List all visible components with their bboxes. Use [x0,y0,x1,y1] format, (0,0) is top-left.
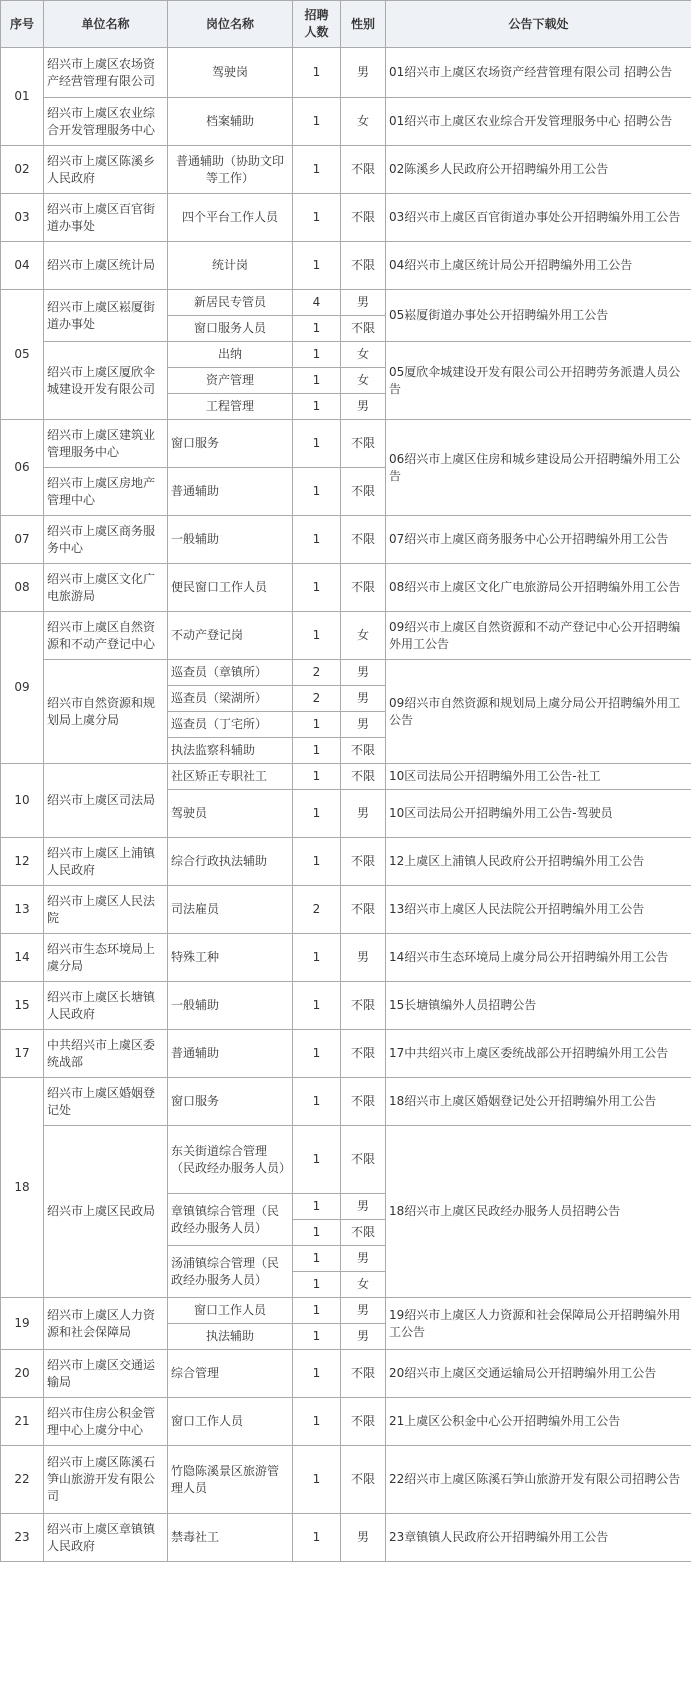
gender-cell: 不限 [341,886,386,934]
post-cell: 社区矫正专职社工 [168,764,293,790]
seq-cell: 07 [1,516,44,564]
notice-link[interactable]: 19绍兴市上虞区人力资源和社会保障局公开招聘编外用工公告 [386,1298,691,1350]
gender-cell: 男 [341,934,386,982]
post-cell: 禁毒社工 [168,1514,293,1562]
notice-link[interactable]: 08绍兴市上虞区文化广电旅游局公开招聘编外用工公告 [386,564,691,612]
seq-cell: 10 [1,764,44,838]
count-cell: 1 [293,934,341,982]
table-row [1,934,691,982]
unit-cell: 绍兴市上虞区长塘镇人民政府 [44,982,168,1030]
gender-cell: 不限 [341,738,386,764]
table-row [1,660,691,686]
count-cell: 1 [293,1324,341,1350]
gender-cell: 男 [341,1298,386,1324]
post-cell: 便民窗口工作人员 [168,564,293,612]
table-row [1,1298,691,1324]
notice-link[interactable]: 22绍兴市上虞区陈溪石笋山旅游开发有限公司招聘公告 [386,1446,691,1514]
count-cell: 1 [293,1514,341,1562]
notice-link[interactable]: 06绍兴市上虞区住房和城乡建设局公开招聘编外用工公告 [386,420,691,516]
post-cell: 一般辅助 [168,982,293,1030]
seq-cell: 13 [1,886,44,934]
gender-cell: 男 [341,1514,386,1562]
count-cell: 1 [293,1126,341,1194]
gender-cell: 男 [341,394,386,420]
unit-cell: 绍兴市上虞区人力资源和社会保障局 [44,1298,168,1350]
header-seq: 序号 [1,1,44,48]
count-cell: 1 [293,98,341,146]
post-cell: 竹隐陈溪景区旅游管理人员 [168,1446,293,1514]
table-row [1,48,691,98]
seq-cell: 21 [1,1398,44,1446]
gender-cell: 男 [341,790,386,838]
header-row [1,1,691,48]
table-row [1,1350,691,1398]
gender-cell: 不限 [341,838,386,886]
unit-cell: 绍兴市上虞区交通运输局 [44,1350,168,1398]
post-cell: 巡查员（梁湖所） [168,686,293,712]
table-row [1,764,691,790]
gender-cell: 女 [341,1272,386,1298]
count-cell: 1 [293,194,341,242]
count-cell: 1 [293,394,341,420]
count-cell: 1 [293,1446,341,1514]
unit-cell: 绍兴市上虞区陈溪石笋山旅游开发有限公司 [44,1446,168,1514]
unit-cell: 绍兴市上虞区章镇镇人民政府 [44,1514,168,1562]
count-cell: 1 [293,764,341,790]
notice-link[interactable]: 05崧厦街道办事处公开招聘编外用工公告 [386,290,691,342]
unit-cell: 绍兴市上虞区百官街道办事处 [44,194,168,242]
seq-cell: 14 [1,934,44,982]
notice-link[interactable]: 23章镇镇人民政府公开招聘编外用工公告 [386,1514,691,1562]
gender-cell: 男 [341,1324,386,1350]
unit-cell: 绍兴市住房公积金管理中心上虞分中心 [44,1398,168,1446]
unit-cell: 绍兴市上虞区文化广电旅游局 [44,564,168,612]
post-cell: 普通辅助 [168,1030,293,1078]
seq-cell: 04 [1,242,44,290]
seq-cell: 08 [1,564,44,612]
count-cell: 1 [293,564,341,612]
count-cell: 1 [293,48,341,98]
count-cell: 1 [293,738,341,764]
post-cell: 四个平台工作人员 [168,194,293,242]
gender-cell: 不限 [341,316,386,342]
header-post: 岗位名称 [168,1,293,48]
gender-cell: 不限 [341,1350,386,1398]
notice-link[interactable]: 14绍兴市生态环境局上虞分局公开招聘编外用工公告 [386,934,691,982]
gender-cell: 女 [341,368,386,394]
count-cell: 1 [293,516,341,564]
seq-cell: 22 [1,1446,44,1514]
unit-cell: 绍兴市生态环境局上虞分局 [44,934,168,982]
post-cell: 执法辅助 [168,1324,293,1350]
notice-link[interactable]: 18绍兴市上虞区婚姻登记处公开招聘编外用工公告 [386,1078,691,1126]
gender-cell: 不限 [341,1126,386,1194]
count-cell: 4 [293,290,341,316]
post-cell: 窗口服务人员 [168,316,293,342]
table-row [1,1446,691,1514]
seq-cell: 15 [1,982,44,1030]
seq-cell: 18 [1,1078,44,1298]
notice-link[interactable]: 17中共绍兴市上虞区委统战部公开招聘编外用工公告 [386,1030,691,1078]
gender-cell: 男 [341,290,386,316]
notice-link[interactable]: 07绍兴市上虞区商务服务中心公开招聘编外用工公告 [386,516,691,564]
table-row [1,516,691,564]
post-cell: 司法雇员 [168,886,293,934]
seq-cell: 01 [1,48,44,146]
unit-cell: 中共绍兴市上虞区委统战部 [44,1030,168,1078]
post-cell: 综合行政执法辅助 [168,838,293,886]
gender-cell: 男 [341,660,386,686]
seq-cell: 19 [1,1298,44,1350]
table-row [1,146,691,194]
seq-cell: 20 [1,1350,44,1398]
table-row [1,342,691,368]
unit-cell: 绍兴市上虞区人民法院 [44,886,168,934]
count-cell: 1 [293,838,341,886]
post-cell: 一般辅助 [168,516,293,564]
header-notice: 公告下载处 [386,1,691,48]
gender-cell: 不限 [341,564,386,612]
notice-link[interactable]: 10区司法局公开招聘编外用工公告-驾驶员 [386,790,691,838]
table-row [1,1126,691,1194]
post-cell: 综合管理 [168,1350,293,1398]
gender-cell: 女 [341,98,386,146]
seq-cell: 06 [1,420,44,516]
count-cell: 1 [293,242,341,290]
unit-cell: 绍兴市上虞区房地产管理中心 [44,468,168,516]
post-cell: 执法监察科辅助 [168,738,293,764]
count-cell: 1 [293,468,341,516]
count-cell: 1 [293,420,341,468]
post-cell: 窗口工作人员 [168,1298,293,1324]
table-row [1,838,691,886]
unit-cell: 绍兴市上虞区崧厦街道办事处 [44,290,168,342]
unit-cell: 绍兴市上虞区民政局 [44,1126,168,1298]
gender-cell: 不限 [341,420,386,468]
notice-link[interactable]: 09绍兴市上虞区自然资源和不动产登记中心公开招聘编外用工公告 [386,612,691,660]
gender-cell: 不限 [341,516,386,564]
unit-cell: 绍兴市上虞区建筑业管理服务中心 [44,420,168,468]
gender-cell: 女 [341,342,386,368]
post-cell: 窗口服务 [168,420,293,468]
notice-link[interactable]: 21上虞区公积金中心公开招聘编外用工公告 [386,1398,691,1446]
table-row [1,886,691,934]
post-cell: 出纳 [168,342,293,368]
notice-link[interactable]: 01绍兴市上虞区农业综合开发管理服务中心 招聘公告 [386,98,691,146]
gender-cell: 不限 [341,982,386,1030]
seq-cell: 02 [1,146,44,194]
unit-cell: 绍兴市上虞区婚姻登记处 [44,1078,168,1126]
unit-cell: 绍兴市自然资源和规划局上虞分局 [44,660,168,764]
notice-link[interactable]: 12上虞区上浦镇人民政府公开招聘编外用工公告 [386,838,691,886]
gender-cell: 不限 [341,194,386,242]
notice-link[interactable]: 20绍兴市上虞区交通运输局公开招聘编外用工公告 [386,1350,691,1398]
unit-cell: 绍兴市上虞区商务服务中心 [44,516,168,564]
count-cell: 1 [293,1298,341,1324]
count-cell: 1 [293,316,341,342]
unit-cell: 绍兴市上虞区自然资源和不动产登记中心 [44,612,168,660]
table-row [1,982,691,1030]
gender-cell: 不限 [341,468,386,516]
post-cell: 窗口工作人员 [168,1398,293,1446]
post-cell: 驾驶岗 [168,48,293,98]
unit-cell: 绍兴市上虞区农场资产经营管理有限公司 [44,48,168,98]
count-cell: 1 [293,1350,341,1398]
notice-link[interactable]: 15长塘镇编外人员招聘公告 [386,982,691,1030]
unit-cell: 绍兴市上虞区陈溪乡人民政府 [44,146,168,194]
gender-cell: 男 [341,1246,386,1272]
count-cell: 1 [293,1272,341,1298]
notice-link[interactable]: 18绍兴市上虞区民政经办服务人员招聘公告 [386,1126,691,1298]
seq-cell: 05 [1,290,44,420]
post-cell: 不动产登记岗 [168,612,293,660]
count-cell: 2 [293,886,341,934]
header-gender: 性别 [341,1,386,48]
post-cell: 特殊工种 [168,934,293,982]
post-cell: 普通辅助（协助文印等工作） [168,146,293,194]
count-cell: 1 [293,790,341,838]
gender-cell: 不限 [341,764,386,790]
gender-cell: 不限 [341,146,386,194]
count-cell: 1 [293,612,341,660]
table-row [1,98,691,146]
gender-cell: 不限 [341,1398,386,1446]
seq-cell: 09 [1,612,44,764]
post-cell: 窗口服务 [168,1078,293,1126]
count-cell: 2 [293,686,341,712]
seq-cell: 03 [1,194,44,242]
notice-link[interactable]: 10区司法局公开招聘编外用工公告-社工 [386,764,691,790]
gender-cell: 不限 [341,1030,386,1078]
notice-link[interactable]: 03绍兴市上虞区百官街道办事处公开招聘编外用工公告 [386,194,691,242]
count-cell: 1 [293,1194,341,1220]
unit-cell: 绍兴市上虞区上浦镇人民政府 [44,838,168,886]
post-cell: 普通辅助 [168,468,293,516]
unit-cell: 绍兴市上虞区统计局 [44,242,168,290]
notice-link[interactable]: 09绍兴市自然资源和规划局上虞分局公开招聘编外用工公告 [386,660,691,764]
count-cell: 1 [293,1246,341,1272]
notice-link[interactable]: 04绍兴市上虞区统计局公开招聘编外用工公告 [386,242,691,290]
count-cell: 1 [293,982,341,1030]
gender-cell: 男 [341,712,386,738]
count-cell: 1 [293,712,341,738]
table-row [1,1078,691,1126]
post-cell: 巡查员（章镇所） [168,660,293,686]
notice-link[interactable]: 05厦欣伞城建设开发有限公司公开招聘劳务派遣人员公告 [386,342,691,420]
post-cell: 章镇镇综合管理（民政经办服务人员） [168,1194,293,1246]
seq-cell: 23 [1,1514,44,1562]
post-cell: 新居民专管员 [168,290,293,316]
post-cell: 档案辅助 [168,98,293,146]
gender-cell: 不限 [341,1446,386,1514]
gender-cell: 女 [341,612,386,660]
count-cell: 1 [293,1220,341,1246]
notice-link[interactable]: 01绍兴市上虞区农场资产经营管理有限公司 招聘公告 [386,48,691,98]
table-row [1,564,691,612]
gender-cell: 不限 [341,242,386,290]
table-row [1,242,691,290]
table-row [1,1398,691,1446]
count-cell: 1 [293,368,341,394]
gender-cell: 男 [341,686,386,712]
gender-cell: 男 [341,1194,386,1220]
table-row [1,420,691,468]
notice-link[interactable]: 13绍兴市上虞区人民法院公开招聘编外用工公告 [386,886,691,934]
count-cell: 1 [293,146,341,194]
count-cell: 1 [293,1398,341,1446]
gender-cell: 男 [341,48,386,98]
post-cell: 汤浦镇综合管理（民政经办服务人员） [168,1246,293,1298]
gender-cell: 不限 [341,1078,386,1126]
seq-cell: 17 [1,1030,44,1078]
count-cell: 2 [293,660,341,686]
header-unit: 单位名称 [44,1,168,48]
post-cell: 资产管理 [168,368,293,394]
table-row [1,1514,691,1562]
count-cell: 1 [293,1078,341,1126]
unit-cell: 绍兴市上虞区农业综合开发管理服务中心 [44,98,168,146]
post-cell: 巡查员（丁宅所） [168,712,293,738]
count-cell: 1 [293,342,341,368]
count-cell: 1 [293,1030,341,1078]
table-row [1,194,691,242]
unit-cell: 绍兴市上虞区司法局 [44,764,168,838]
post-cell: 东关街道综合管理（民政经办服务人员） [168,1126,293,1194]
post-cell: 统计岗 [168,242,293,290]
header-count: 招聘人数 [293,1,341,48]
post-cell: 驾驶员 [168,790,293,838]
gender-cell: 不限 [341,1220,386,1246]
table-row [1,290,691,316]
post-cell: 工程管理 [168,394,293,420]
table-row [1,1030,691,1078]
unit-cell: 绍兴市上虞区厦欣伞城建设开发有限公司 [44,342,168,420]
seq-cell: 12 [1,838,44,886]
table-row [1,612,691,660]
notice-link[interactable]: 02陈溪乡人民政府公开招聘编外用工公告 [386,146,691,194]
